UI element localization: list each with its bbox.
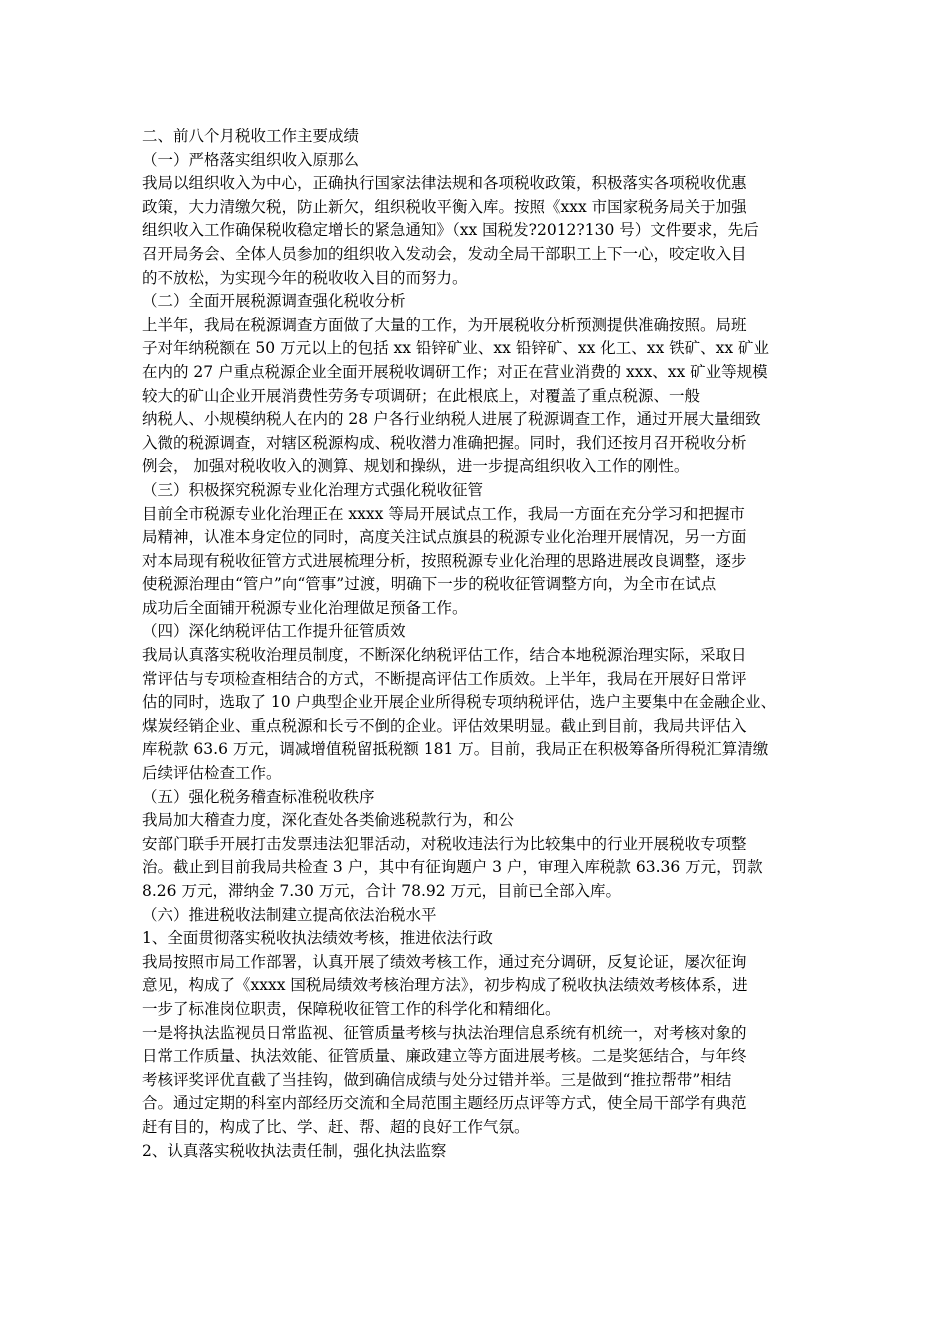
paragraph-line: 安部门联手开展打击发票违法犯罪活动，对税收违法行为比较集中的行业开展税收专项整 xyxy=(142,834,747,853)
paragraph-line: 召开局务会、全体人员参加的组织收入发动会，发动全局干部职工上下一心，咬定收入目 xyxy=(142,244,747,263)
paragraph-line: 煤炭经销企业、重点税源和长亏不倒的企业。评估效果明显。截止到目前，我局共评估入 xyxy=(142,716,747,735)
section-heading: 二、前八个月税收工作主要成绩 xyxy=(142,127,360,145)
paragraph-line: 日常工作质量、执法效能、征管质量、廉政建立等方面进展考核。二是奖惩结合，与年终 xyxy=(142,1047,747,1066)
paragraph-line: 8.26 万元，滞纳金 7.30 万元，合计 78.92 万元，目前已全部入库。 xyxy=(142,882,622,900)
subsection-heading: （二）全面开展税源调查强化税收分析 xyxy=(142,292,406,311)
paragraph-line: 库税款 63.6 万元，调减增值税留抵税额 181 万。目前，我局正在积极筹备所得税汇算清缴 xyxy=(142,740,769,759)
item-heading: 2、认真落实税收执法责任制，强化执法监察 xyxy=(142,1141,447,1160)
paragraph-line: 上半年，我局在税源调查方面做了大量的工作，为开展税收分析预测提供准确按照。局班 xyxy=(142,315,747,334)
paragraph-line: 后续评估检查工作。 xyxy=(142,764,282,783)
paragraph-line: 对本局现有税收征管方式进展梳理分析，按照税源专业化治理的思路进展改良调整，逐步 xyxy=(142,551,747,570)
subsection-heading: （五）强化税务稽查标准税收秩序 xyxy=(142,787,375,806)
subsection-heading: （三）积极探究税源专业化治理方式强化税收征管 xyxy=(142,480,484,499)
paragraph-line: 考核评奖评优直截了当挂钩，做到确信成绩与处分过错并举。三是做到“推拉帮带”相结 xyxy=(142,1070,732,1089)
paragraph-line: 我局加大稽查力度，深化查处各类偷逃税款行为，和公 xyxy=(142,811,515,830)
paragraph-line: 例会， 加强对税收收入的测算、规划和操纵，进一步提高组织收入工作的刚性。 xyxy=(142,457,690,476)
paragraph-line: 合。通过定期的科室内部经历交流和全局范围主题经历点评等方式，使全局干部学有典范 xyxy=(142,1094,747,1113)
document-body xyxy=(142,125,812,1163)
paragraph-line: 一步了标准岗位职责，保障税收征管工作的科学化和精细化。 xyxy=(142,999,561,1018)
paragraph-line: 治。截止到目前我局共检查 3 户，其中有征询题户 3 户，审理入库税款 63.36 万元，罚款 xyxy=(142,858,763,877)
subsection-heading: （四）深化纳税评估工作提升征管质效 xyxy=(142,622,406,641)
paragraph-line: 组织收入工作确保税收稳定增长的紧急通知》（xx 国税发?2012?130 号）文件要求，先后 xyxy=(142,221,759,240)
paragraph-line: 我局按照市局工作部署，认真开展了绩效考核工作，通过充分调研，反复论证，屡次征询 xyxy=(142,952,747,971)
paragraph-line: 使税源治理由“管户”向“管事”过渡，明确下一步的税收征管调整方向，为全市在试点 xyxy=(142,575,717,594)
paragraph-line: 在内的 27 户重点税源企业全面开展税收调研工作；对正在营业消费的 xxx、xx 矿业等规模 xyxy=(142,362,768,381)
paragraph-line: 局精神，认准本身定位的同时，高度关注试点旗县的税源专业化治理开展情况，另一方面 xyxy=(142,528,747,547)
paragraph-line: 估的同时，选取了 10 户典型企业开展企业所得税专项纳税评估，选户主要集中在金融企业、 xyxy=(142,693,777,712)
paragraph-line: 政策，大力清缴欠税，防止新欠，组织税收平衡入库。按照《xxx 市国家税务局关于加强 xyxy=(142,197,747,216)
subsection-heading: （一）严格落实组织收入原那么 xyxy=(142,150,360,169)
subsection-heading: （六）推进税收法制建立提高依法治税水平 xyxy=(142,905,437,924)
paragraph-line: 目前全市税源专业化治理正在 xxxx 等局开展试点工作，我局一方面在充分学习和把握市 xyxy=(142,504,745,523)
paragraph-line: 的不放松，为实现今年的税收收入目的而努力。 xyxy=(142,268,468,287)
paragraph-line: 我局以组织收入为中心，正确执行国家法律法规和各项税收政策，积极落实各项税收优惠 xyxy=(142,174,747,193)
paragraph-line: 意见，构成了《xxxx 国税局绩效考核治理方法》，初步构成了税收执法绩效考核体系，进 xyxy=(142,976,748,995)
paragraph-line: 常评估与专项检查相结合的方式，不断提高评估工作质效。上半年，我局在开展好日常评 xyxy=(142,669,747,688)
paragraph-line: 纳税人、小规模纳税人在内的 28 户各行业纳税人进展了税源调查工作，通过开展大量细致 xyxy=(142,410,761,429)
paragraph-line: 子对年纳税额在 50 万元以上的包括 xx 铅锌矿业、xx 铅锌矿、xx 化工、xx 铁矿、xx 矿业 xyxy=(142,339,770,358)
paragraph-line: 一是将执法监视员日常监视、征管质量考核与执法治理信息系统有机统一，对考核对象的 xyxy=(142,1023,747,1042)
paragraph-line: 我局认真落实税收治理员制度，不断深化纳税评估工作，结合本地税源治理实际，采取日 xyxy=(142,646,747,665)
paragraph-line: 较大的矿山企业开展消费性劳务专项调研；在此根底上，对覆盖了重点税源、一般 xyxy=(142,386,701,405)
item-heading: 1、全面贯彻落实税收执法绩效考核，推进依法行政 xyxy=(142,929,493,948)
paragraph-line: 入微的税源调查，对辖区税源构成、税收潜力准确把握。同时，我们还按月召开税收分析 xyxy=(142,433,747,452)
paragraph-line: 成功后全面铺开税源专业化治理做足预备工作。 xyxy=(142,598,468,617)
paragraph-line: 赶有目的，构成了比、学、赶、帮、超的良好工作气氛。 xyxy=(142,1117,530,1136)
